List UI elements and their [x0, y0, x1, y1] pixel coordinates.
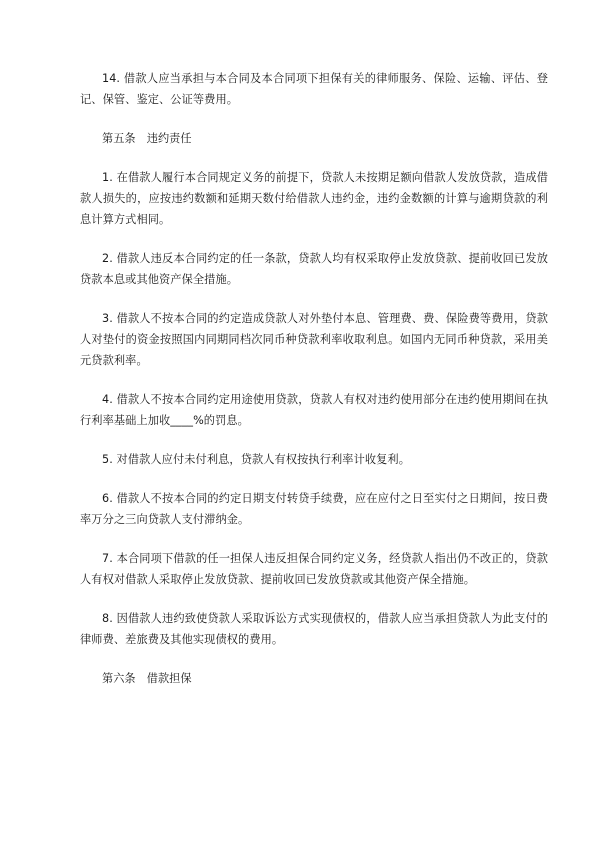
clause-item-4: 4. 借款人不按本合同约定用途使用贷款，贷款人有权对违约使用部分在违约使用期间在执行利率基础上加收____%的罚息。 [80, 393, 548, 427]
clause-item-2: 2. 借款人违反本合同约定的任一条款，贷款人均有权采取停止发放贷款、提前收回已发放贷款本息或其他资产保全措施。 [80, 252, 548, 286]
clause-item-5: 5. 对借款人应付未付利息，贷款人有权按执行利率计收复利。 [102, 453, 411, 466]
clause-14: 14. 借款人应当承担与本合同及本合同项下担保有关的律师服务、保险、运输、评估、登记、保管、鉴定、公证等费用。 [80, 72, 548, 106]
clause-item-8: 8. 因借款人违约致使贷款人采取诉讼方式实现债权的，借款人应当承担贷款人为此支付的律师费、差旅费及其他实现债权的费用。 [80, 612, 548, 646]
document-body [80, 68, 548, 707]
clause-item-3: 3. 借款人不按本合同的约定造成贷款人对外垫付本息、管理费、费、保险费等费用，贷款人对垫付的资金按照国内同期同档次同币种贷款利率收取利息。如国内无同币种贷款，采用美元贷款利率。 [80, 312, 548, 367]
clause-item-1: 1. 在借款人履行本合同规定义务的前提下，贷款人未按期足额向借款人发放贷款，造成借款人损失的，应按违约数额和延期天数付给借款人违约金，违约金数额的计算与逾期贷款的利息计算方式相同。 [80, 171, 548, 226]
clause-item-7: 7. 本合同项下借款的任一担保人违反担保合同约定义务，经贷款人指出仍不改正的，贷款人有权对借款人采取停止发放贷款、提前收回已发放贷款或其他资产保全措施。 [80, 552, 548, 586]
section-6-title: 第六条 借款担保 [102, 672, 192, 685]
clause-item-6: 6. 借款人不按本合同的约定日期支付转贷手续费，应在应付之日至实付之日期间，按日费率万分之三向贷款人支付滞纳金。 [80, 492, 548, 526]
section-5-title: 第五条 违约责任 [102, 132, 192, 145]
